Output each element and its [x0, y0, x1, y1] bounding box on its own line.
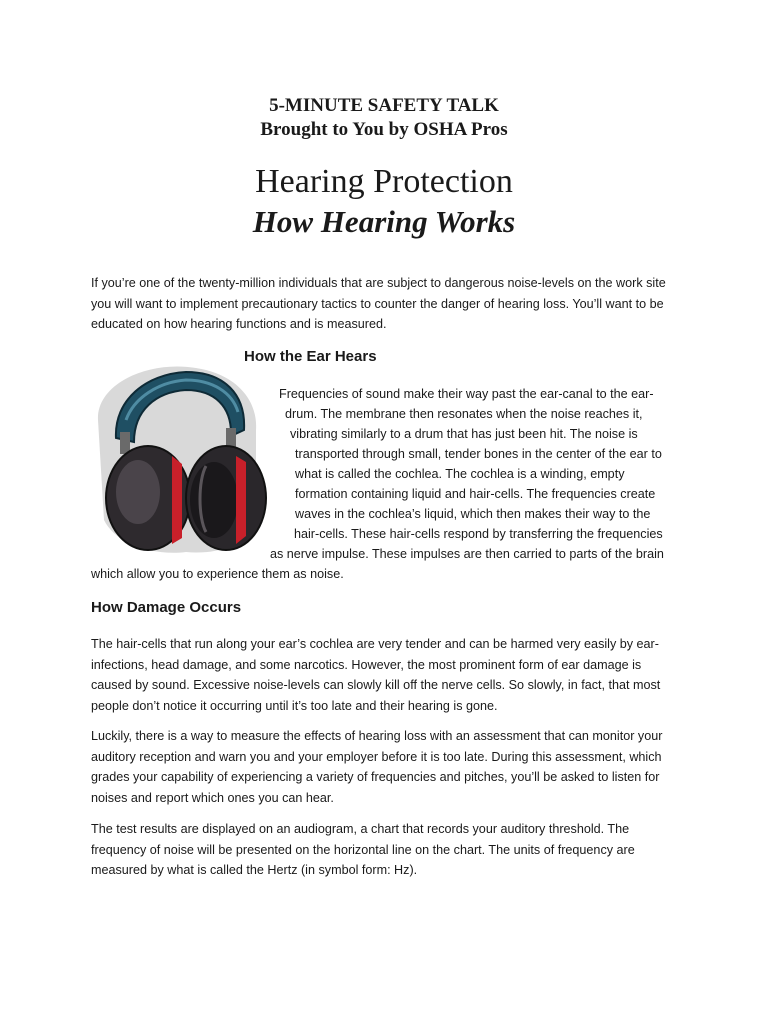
body-line: waves in the cochlea’s liquid, which then makes their way to the: [295, 507, 651, 521]
body-line: transported through small, tender bones in the center of the ear to: [295, 447, 662, 461]
byline: Brought to You by OSHA Pros: [260, 119, 508, 140]
right-cup-red-band: [236, 456, 246, 544]
earmuffs-illustration: [86, 360, 276, 560]
right-cup-cushion: [190, 462, 238, 538]
page-subtitle: How Hearing Works: [252, 204, 516, 239]
left-cup-red-band: [172, 456, 182, 544]
body-line: Frequencies of sound make their way past the ear-canal to the ear-: [279, 387, 654, 401]
damage-paragraph-1: The hair-cells that run along your ear’s cochlea are very tender and can be harmed very easily by ear-infections, head damage, and some narcotics. However, the most prominent form of ear damage is caused by sound. Excessive noise-levels can slowly kill off the nerve cells. So slowly, in fact, that most people don’t notice it occurring until it’s too late and their hearing is gone.: [91, 637, 661, 713]
body-line: formation containing liquid and hair-cells. The frequencies create: [295, 487, 656, 501]
body-line: what is called the cochlea. The cochlea is a winding, empty: [295, 467, 625, 481]
left-cup-highlight: [116, 460, 160, 524]
body-line: hair-cells. These hair-cells respond by transferring the frequencies: [294, 527, 663, 541]
body-line: drum. The membrane then resonates when the noise reaches it,: [285, 407, 643, 421]
body-line: as nerve impulse. These impulses are then carried to parts of the brain: [270, 547, 664, 561]
section-heading-damage: How Damage Occurs: [91, 599, 242, 616]
kicker: 5-MINUTE SAFETY TALK: [269, 95, 499, 116]
damage-paragraph-3: The test results are displayed on an audiogram, a chart that records your auditory threshold. The frequency of noise will be presented on the horizontal line on the chart. The units of frequency are measured by what is called the Hertz (in symbol form: Hz).: [91, 822, 635, 877]
intro-paragraph: If you’re one of the twenty-million individuals that are subject to dangerous noise-levels on the work site you will want to implement precautionary tactics to counter the danger of hearing loss. You’ll want to be educated on how hearing functions and is measured.: [91, 276, 666, 331]
section-heading-ear-hears: How the Ear Hears: [244, 348, 377, 365]
damage-paragraph-2: Luckily, there is a way to measure the effects of hearing loss with an assessment that can monitor your auditory reception and warn you and your employer before it is too late. During this assessment, which grades your capability of experiencing a variety of frequencies and pitches, you’ll be asked to listen for noises and report which ones you can hear.: [91, 729, 663, 805]
body-line: which allow you to experience them as noise.: [91, 567, 344, 581]
page-title: Hearing Protection: [255, 163, 513, 200]
body-line: vibrating similarly to a drum that has just been hit. The noise is: [290, 427, 638, 441]
